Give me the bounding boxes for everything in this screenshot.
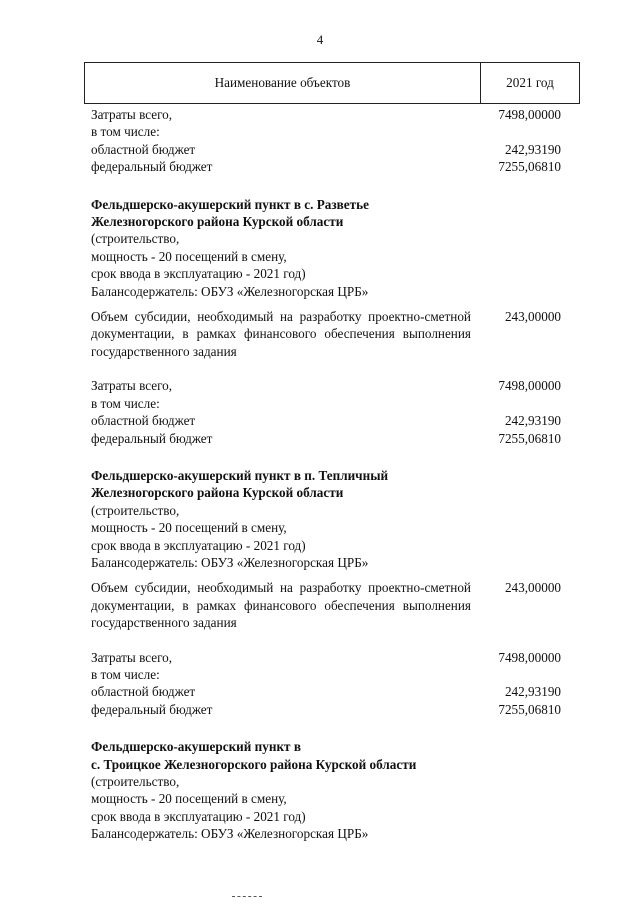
section-desc-line-4: Балансодержатель: ОБУЗ «Железногорская ЦРБ» <box>91 554 369 570</box>
federal-budget-value: 7255,06810 <box>498 159 561 175</box>
total-value: 7498,00000 <box>498 107 561 122</box>
section-desc-line-3: срок ввода в эксплуатацию - 2021 год) <box>91 266 306 282</box>
header-year-column: 2021 год <box>506 75 554 91</box>
subsidy-value: 243,00000 <box>504 580 561 596</box>
section-desc-line-1: (строительство, <box>91 774 180 789</box>
section-teplichny <box>91 467 561 718</box>
section-desc-line-3: срок ввода в эксплуатацию - 2021 год) <box>91 808 306 824</box>
regional-budget-label: областной бюджет <box>91 141 196 157</box>
including-label: в том числе: <box>91 666 160 682</box>
header-name-column: Наименование объектов <box>85 63 481 103</box>
section-desc-line-2: мощность - 20 посещений в смену, <box>91 248 287 264</box>
document-body <box>91 106 561 843</box>
regional-budget-label: областной бюджет <box>91 684 196 700</box>
subsidy-text: Объем субсидии, необходимый на разработку проектно-сметной документации, в рамках финансового обеспечения выполнения государственного задания <box>91 580 471 631</box>
total-label: Затраты всего, <box>91 107 173 122</box>
federal-budget-label: федеральный бюджет <box>91 159 213 175</box>
section-desc-line-1: (строительство, <box>91 502 180 518</box>
subsidy-row <box>91 579 561 631</box>
section-title-line-1: Фельдшерско-акушерский пункт в с. Разветье <box>91 196 369 212</box>
regional-budget-label: областной бюджет <box>91 413 196 429</box>
section-title-line-2: Железногорского района Курской области <box>91 485 344 501</box>
subsidy-text: Объем субсидии, необходимый на разработку проектно-сметной документации, в рамках финансового обеспечения выполнения государственного задания <box>91 309 471 359</box>
section-title-line-1: Фельдшерско-акушерский пункт в п. Тепличный <box>91 467 389 483</box>
table-header <box>84 62 580 104</box>
section-desc-line-4: Балансодержатель: ОБУЗ «Железногорская ЦРБ» <box>91 826 369 842</box>
top-cost-block <box>91 106 561 176</box>
section-title-line-1: Фельдшерско-акушерский пункт в <box>91 739 301 755</box>
section-title-line-2: с. Троицкое Железногорского района Курской области <box>91 756 417 772</box>
regional-budget-value: 242,93190 <box>504 413 561 429</box>
section-troitskoye <box>91 738 561 842</box>
total-value: 7498,00000 <box>498 649 561 665</box>
including-label: в том числе: <box>91 124 160 140</box>
total-label: Затраты всего, <box>91 649 173 665</box>
federal-budget-label: федеральный бюджет <box>91 430 213 446</box>
total-value: 7498,00000 <box>498 378 561 394</box>
footer-mark <box>232 896 262 898</box>
section-desc-line-4: Балансодержатель: ОБУЗ «Железногорская ЦРБ» <box>91 283 369 299</box>
page-number: 4 <box>316 32 324 47</box>
subsidy-value: 243,00000 <box>504 309 561 325</box>
federal-budget-label: федеральный бюджет <box>91 701 213 717</box>
section-desc-line-2: мощность - 20 посещений в смену, <box>91 520 287 536</box>
section-desc-line-3: срок ввода в эксплуатацию - 2021 год) <box>91 537 306 553</box>
including-label: в том числе: <box>91 395 160 411</box>
federal-budget-value: 7255,06810 <box>498 430 561 446</box>
section-desc-line-2: мощность - 20 посещений в смену, <box>91 791 287 807</box>
total-label: Затраты всего, <box>91 378 173 394</box>
federal-budget-value: 7255,06810 <box>498 701 561 717</box>
subsidy-row <box>91 308 561 360</box>
regional-budget-value: 242,93190 <box>504 684 561 700</box>
section-razvetye <box>91 196 561 447</box>
regional-budget-value: 242,93190 <box>504 141 561 157</box>
section-desc-line-1: (строительство, <box>91 231 180 247</box>
section-title-line-2: Железногорского района Курской области <box>91 214 344 230</box>
